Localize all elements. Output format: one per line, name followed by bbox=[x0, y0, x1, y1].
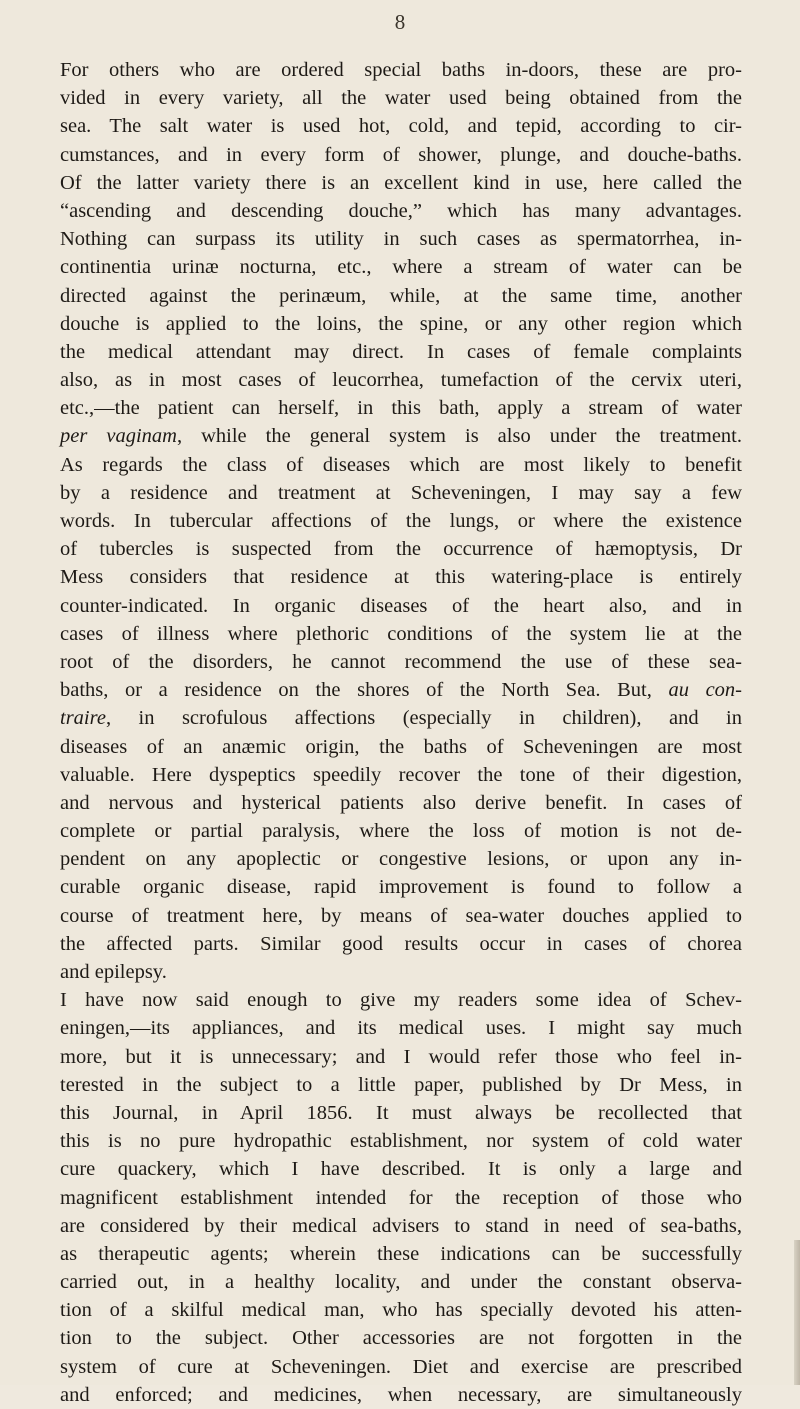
text-line: per vaginam, while the general system is also under the treatment. bbox=[60, 425, 742, 448]
text-line: terested in the subject to a little paper, published by Dr Mess, in bbox=[60, 1073, 742, 1096]
text-line: directed against the perinæum, while, at the same time, another bbox=[60, 284, 742, 307]
text-line: carried out, in a healthy locality, and under the constant observa- bbox=[60, 1271, 742, 1294]
text-line: complete or partial paralysis, where the loss of motion is not de- bbox=[60, 820, 742, 843]
text-line: and epilepsy. bbox=[60, 961, 167, 983]
text-line: as therapeutic agents; wherein these indications can be successfully bbox=[60, 1242, 742, 1265]
text-line: also, as in most cases of leucorrhea, tumefaction of the cervix uteri, bbox=[60, 369, 742, 392]
text-line: and enforced; and medicines, when necessary, are simultaneously bbox=[60, 1383, 742, 1406]
text-line: this Journal, in April 1856. It must always be recollected that bbox=[60, 1101, 742, 1124]
text-line: are considered by their medical advisers to stand in need of sea-baths, bbox=[60, 1214, 742, 1237]
body-text bbox=[60, 56, 742, 1409]
text-line: words. In tubercular affections of the lungs, or where the existence bbox=[60, 510, 742, 532]
text-line: continentia urinæ nocturna, etc., where a stream of water can be bbox=[60, 256, 742, 279]
text-line: counter-indicated. In organic diseases of the heart also, and in bbox=[60, 594, 742, 617]
text-line: by a residence and treatment at Scheveningen, I may say a few bbox=[60, 481, 742, 504]
text-line: and nervous and hysterical patients also derive benefit. In cases of bbox=[60, 791, 742, 814]
text-line: For others who are ordered special baths in-doors, these are pro- bbox=[60, 59, 742, 81]
text-line: cumstances, and in every form of shower, plunge, and douche-baths. bbox=[60, 143, 742, 166]
text-line: Of the latter variety there is an excellent kind in use, here called the bbox=[60, 171, 742, 194]
text-line: traire, in scrofulous affections (especially in children), and in bbox=[60, 707, 742, 730]
text-line: of tubercles is suspected from the occurrence of hæmoptysis, Dr bbox=[60, 538, 742, 561]
text-line: the affected parts. Similar good results occur in cases of chorea bbox=[60, 932, 742, 955]
text-line: cure quackery, which I have described. It is only a large and bbox=[60, 1158, 742, 1181]
text-line: tion to the subject. Other accessories are not forgotten in the bbox=[60, 1327, 742, 1350]
text-line: baths, or a residence on the shores of the North Sea. But, au con- bbox=[60, 679, 742, 702]
text-line: the medical attendant may direct. In cases of female complaints bbox=[60, 340, 742, 363]
text-line: sea. The salt water is used hot, cold, and tepid, according to cir- bbox=[60, 115, 742, 138]
page-edge-shadow bbox=[794, 1240, 800, 1385]
text-line: system of cure at Scheveningen. Diet and exercise are prescribed bbox=[60, 1355, 742, 1378]
text-line: I have now said enough to give my readers some idea of Schev- bbox=[60, 989, 742, 1012]
text-line: Mess considers that residence at this watering-place is entirely bbox=[60, 566, 742, 589]
text-line: “ascending and descending douche,” which has many advantages. bbox=[60, 199, 742, 222]
text-line: vided in every variety, all the water used being obtained from the bbox=[60, 87, 742, 110]
text-line: cases of illness where plethoric conditions of the system lie at the bbox=[60, 622, 742, 645]
text-line: more, but it is unnecessary; and I would refer those who feel in- bbox=[60, 1045, 742, 1068]
text-line: tion of a skilful medical man, who has specially devoted his atten- bbox=[60, 1299, 742, 1322]
text-line: pendent on any apoplectic or congestive lesions, or upon any in- bbox=[60, 848, 742, 871]
text-line: etc.,—the patient can herself, in this bath, apply a stream of water bbox=[60, 397, 742, 420]
text-line: curable organic disease, rapid improvement is found to follow a bbox=[60, 876, 742, 899]
text-line: valuable. Here dyspeptics speedily recover the tone of their digestion, bbox=[60, 763, 742, 786]
text-line: diseases of an anæmic origin, the baths of Scheveningen are most bbox=[60, 735, 742, 758]
text-line: root of the disorders, he cannot recommend the use of these sea- bbox=[60, 650, 742, 673]
text-line: As regards the class of diseases which are most likely to benefit bbox=[60, 453, 742, 476]
text-line: course of treatment here, by means of sea-water douches applied to bbox=[60, 904, 742, 927]
text-line: douche is applied to the loins, the spine, or any other region which bbox=[60, 312, 742, 335]
text-line: Nothing can surpass its utility in such cases as spermatorrhea, in- bbox=[60, 228, 742, 251]
text-line: eningen,—its appliances, and its medical uses. I might say much bbox=[60, 1017, 742, 1040]
text-line: this is no pure hydropathic establishment, nor system of cold water bbox=[60, 1130, 742, 1153]
text-line: magnificent establishment intended for the reception of those who bbox=[60, 1186, 742, 1209]
page-number: 8 bbox=[394, 10, 406, 34]
